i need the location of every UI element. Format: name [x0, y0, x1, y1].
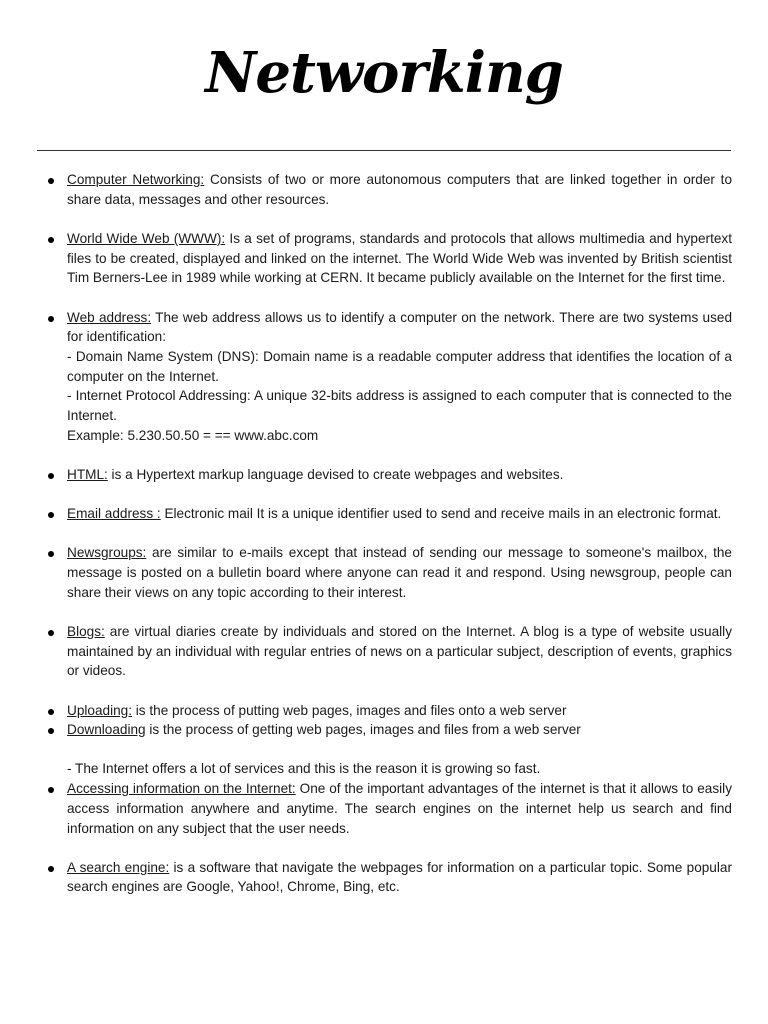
term-label: World Wide Web (WWW): — [67, 230, 226, 246]
term-description: is the process of getting web pages, images and files from a web server — [145, 722, 581, 738]
list-item-accessing-information — [67, 779, 732, 838]
list-item-search-engine — [67, 858, 732, 897]
term-label: A search engine: — [67, 859, 170, 875]
term-description: Is a set of programs, standards and protocols that allows multimedia and hypertext files to be created, displayed and linked on the internet. The World Wide Web was invented by British scientist Tim Berners-Lee in 1989 while working at CERN. It became publicly available on the Internet for the first time. — [67, 230, 732, 286]
list-item-computer-networking — [67, 170, 732, 209]
term-description: One of the important advantages of the internet is that it allows to easily access information anywhere and anytime. The search engines on the internet help us search and find information on any subject that the user needs. — [67, 781, 732, 836]
term-label: Computer Networking: — [67, 172, 205, 187]
term-description: are similar to e-mails except that instead of sending our message to someone's mailbox, the message is posted on a bulletin board where anyone can read it and respond. Using newsgroup, people can share their views on any topic according to their interest. — [67, 545, 732, 600]
list-item-html — [67, 465, 732, 485]
term-description: are virtual diaries create by individuals and stored on the Internet. A blog is a type of website usually maintained by an individual with regular entries of news on a particular subject, description of events, graphics or videos. — [67, 623, 732, 679]
term-description: is a software that navigate the webpages for information on a particular topic. Some popular search engines are Google, Yahoo!, Chrome, Bing, etc. — [67, 859, 732, 895]
term-description: The web address allows us to identify a computer on the network. There are two systems used for identification: — [67, 309, 733, 345]
term-label: Newsgroups: — [67, 545, 147, 561]
list-item-web-address — [67, 308, 732, 446]
term-label: Uploading: — [67, 702, 132, 718]
term-label: Web address: — [67, 309, 152, 325]
term-label: Email address : — [67, 506, 161, 522]
term-label: Downloading — [67, 722, 146, 738]
example-line: Example: 5.230.50.50 = == www.abc.com — [67, 427, 319, 443]
list-item-uploading — [67, 701, 732, 721]
list-item-world-wide-web — [67, 229, 732, 288]
term-label: Accessing information on the Internet: — [67, 781, 296, 797]
page-title: Networking — [205, 40, 563, 106]
term-label: HTML: — [67, 466, 108, 482]
internet-services-note: - The Internet offers a lot of services and this is the reason it is growing so fast. — [67, 761, 541, 777]
list-item-downloading — [67, 720, 732, 740]
term-label: Blogs: — [67, 623, 105, 639]
term-description: is the process of putting web pages, images and files onto a web server — [132, 702, 567, 718]
dns-line: - Domain Name System (DNS): Domain name is a readable computer address that identifies the location of a computer on the Internet. — [67, 348, 732, 384]
term-description: Consists of two or more autonomous computers that are linked together in order to share data, messages and other resources. — [67, 172, 733, 207]
ip-addressing-line: - Internet Protocol Addressing: A unique 32-bits address is assigned to each computer that is connected to the Internet. — [67, 388, 732, 424]
list-item-newsgroups — [67, 543, 732, 602]
list-item-blogs — [67, 622, 732, 681]
document-body — [67, 170, 732, 897]
title-divider — [37, 150, 731, 151]
term-description: Electronic mail It is a unique identifier used to send and receive mails in an electronic format. — [160, 506, 722, 522]
list-item-email-address — [67, 504, 732, 524]
term-description: is a Hypertext markup language devised to create webpages and websites. — [107, 466, 564, 482]
